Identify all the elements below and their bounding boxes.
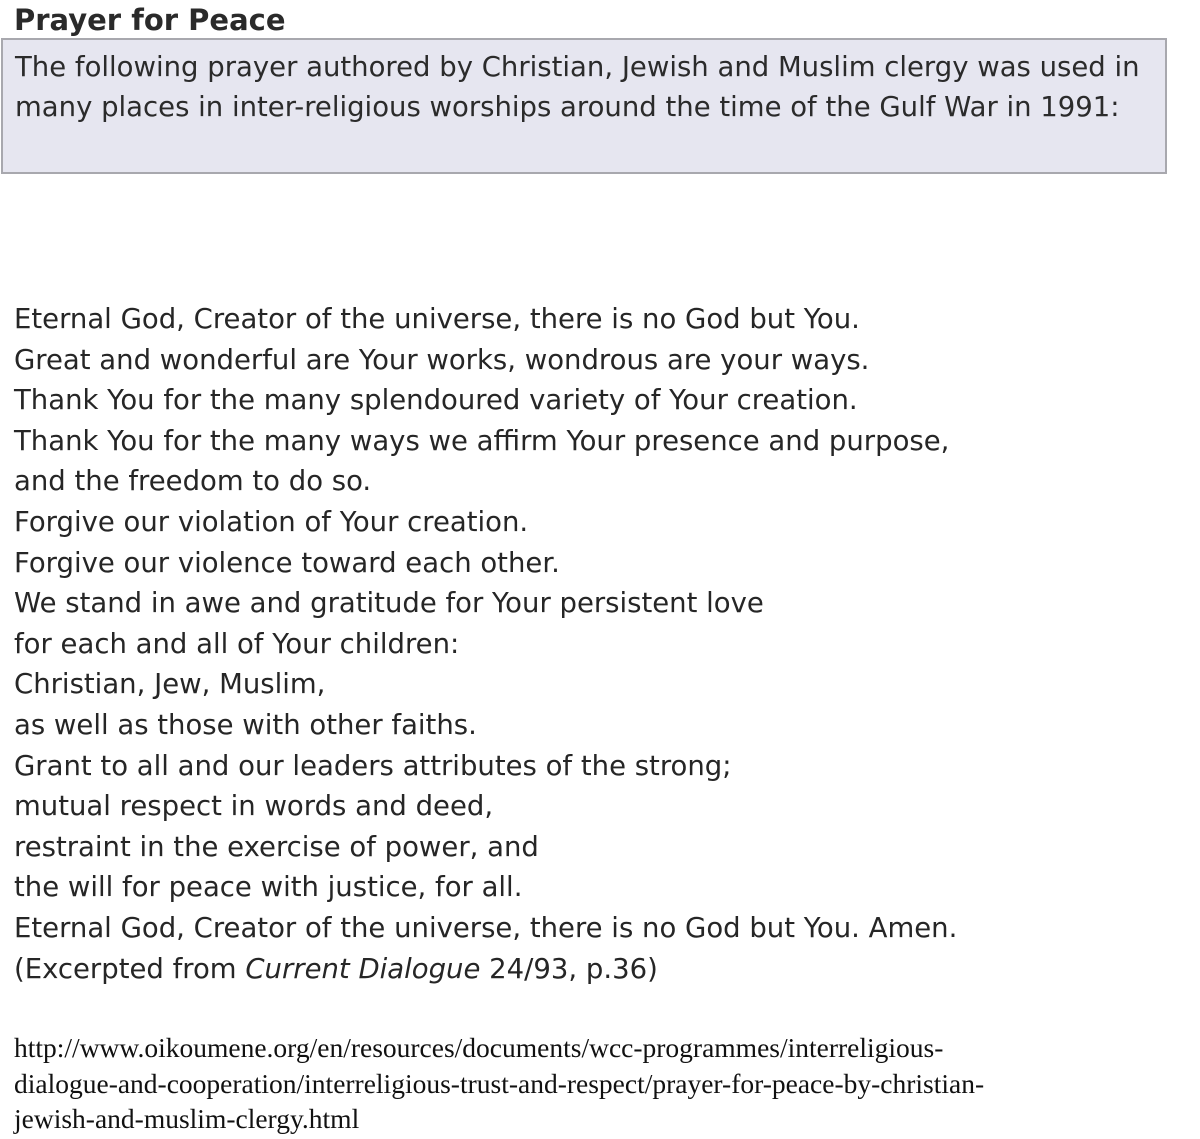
page-title: Prayer for Peace bbox=[14, 3, 286, 37]
prayer-line: for each and all of Your children: bbox=[14, 627, 460, 660]
prayer-line: as well as those with other faiths. bbox=[14, 708, 477, 741]
prayer-line: Christian, Jew, Muslim, bbox=[14, 668, 326, 701]
url-line: jewish-and-muslim-clergy.html bbox=[14, 1103, 360, 1134]
url-line: dialogue-and-cooperation/interreligious-trust-and-respect/prayer-for-peace-by-christian- bbox=[14, 1067, 985, 1099]
prayer-line: Great and wonderful are Your works, wondrous are your ways. bbox=[14, 343, 870, 376]
prayer-line: restraint in the exercise of power, and bbox=[14, 830, 539, 863]
prayer-line: Thank You for the many ways we affirm Your presence and purpose, bbox=[14, 424, 950, 457]
prayer-line: Eternal God, Creator of the universe, there is no God but You. bbox=[14, 303, 860, 335]
prayer-line: Eternal God, Creator of the universe, there is no God but You. Amen. bbox=[14, 911, 958, 944]
prayer-line: Forgive our violence toward each other. bbox=[14, 546, 560, 579]
source-prefix: (Excerpted from bbox=[14, 952, 246, 985]
prayer-line: We stand in awe and gratitude for Your persistent love bbox=[14, 587, 764, 620]
url-line: http://www.oikoumene.org/en/resources/documents/wcc-programmes/interreligious- bbox=[14, 1032, 944, 1063]
prayer-line: the will for peace with justice, for all. bbox=[14, 871, 523, 904]
source-publication: Current Dialogue bbox=[245, 952, 481, 985]
intro-text: The following prayer authored by Christian, Jewish and Muslim clergy was used in many places in inter-religious worships around the time of the Gulf War in 1991: bbox=[15, 51, 1140, 123]
prayer-line: Thank You for the many splendoured variety of Your creation. bbox=[14, 384, 858, 417]
prayer-line: Forgive our violation of Your creation. bbox=[14, 505, 529, 538]
source-suffix: 24/93, p.36) bbox=[480, 952, 658, 985]
prayer-line: mutual respect in words and deed, bbox=[14, 790, 494, 823]
prayer-line: and the freedom to do so. bbox=[14, 465, 372, 498]
source-citation bbox=[14, 949, 1184, 990]
prayer-line: Grant to all and our leaders attributes of the strong; bbox=[14, 749, 732, 782]
intro-box bbox=[1, 38, 1167, 174]
prayer-text bbox=[14, 299, 1184, 989]
source-url bbox=[14, 1030, 1164, 1137]
